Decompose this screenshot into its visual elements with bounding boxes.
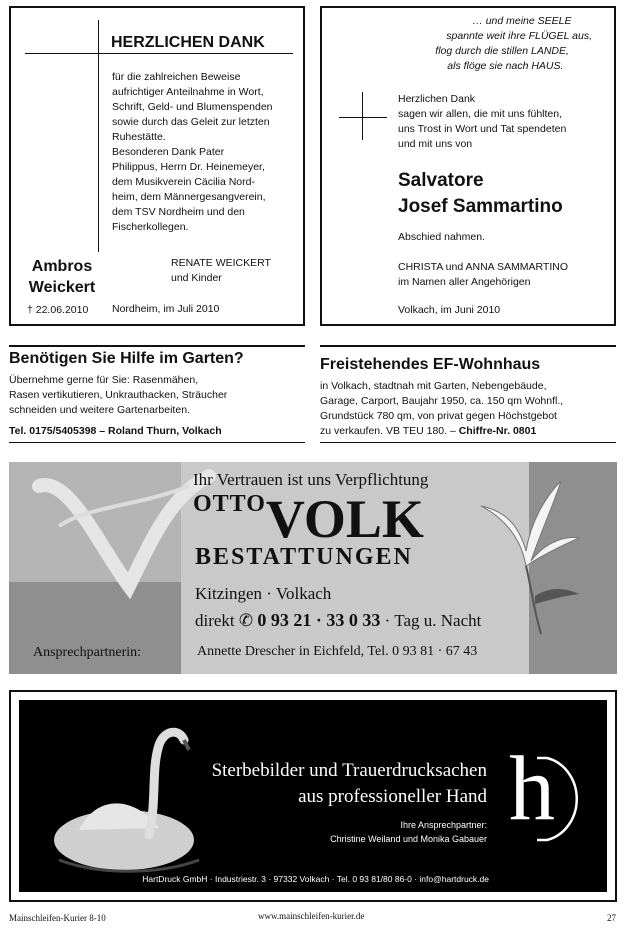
farewell: Abschied nahmen.	[398, 231, 485, 243]
obituary-body: für die zahlreichen Beweise aufrichtiger Anteilnahme in Wort, Schrift, Geld- und Blumenspenden sowie durch das Geleit zur letzten Ruhestätte. Besonderen Dank Pater Philippus, Herrn Dr. Heinemeyer, dem Musikverein Cäcilia Nord- heim, dem Männergesangverein, dem TSV Nordheim und den Fischerkollegen.	[112, 71, 273, 233]
poem: … und meine SEELE spannte weit ihre FLÜGEL aus, flog durch die stillen LANDE, als flöge sie nach HAUS.	[435, 15, 592, 72]
chiffre-code: Chiffre-Nr. 0801	[458, 425, 537, 437]
ad-phone: 0 93 21 · 33 0 33	[257, 610, 381, 630]
ad-locations: Kitzingen · Volkach	[195, 584, 332, 603]
ad-headline: Sterbebilder und Trauerdrucksachen aus professioneller Hand	[211, 760, 487, 807]
footer-publication: Mainschleifen-Kurier 8-10	[9, 913, 106, 923]
classified-garden	[9, 350, 305, 439]
brand-name	[193, 489, 424, 549]
cross-icon-horizontal	[339, 117, 387, 118]
lily-flower-icon	[471, 476, 581, 636]
brand-sub: BESTATTUNGEN	[195, 544, 413, 570]
brand-small: OTTO	[193, 491, 266, 517]
ornament-v-logo	[19, 466, 219, 606]
ad-black-panel	[19, 700, 607, 892]
classified-bottom-rule	[9, 442, 305, 443]
cross-icon	[98, 20, 99, 252]
classified-bottom-rule	[320, 442, 616, 443]
cross-icon-vertical	[362, 92, 363, 140]
ad-footer: HartDruck GmbH · Industriestr. 3 · 97332 Volkach · Tel. 0 93 81/80 86-0 · info@hartdruck.de	[142, 874, 489, 884]
classified-body: Übernehme gerne für Sie: Rasenmähen, Rasen vertikutieren, Unkrauthacken, Sträucher schneiden und weitere Gartenarbeiten.	[9, 374, 228, 416]
ad-phone-line: direkt ✆ 0 93 21 · 33 0 33 · Tag u. Nacht	[195, 610, 482, 630]
place-date: Nordheim, im Juli 2010	[112, 303, 220, 315]
footer-website: www.mainschleifen-kurier.de	[258, 911, 365, 921]
classified-contact: Tel. 0175/5405398 – Roland Thurn, Volkach	[9, 425, 222, 437]
ad-slogan: Ihr Vertrauen ist uns Verpflichtung	[193, 470, 429, 489]
obituary-weickert	[9, 6, 305, 326]
hartdruck-logo	[507, 737, 585, 844]
cross-bar	[25, 53, 293, 54]
thanks-text: Herzlichen Dank sagen wir allen, die mit uns fühlten, uns Trost in Wort und Tat spendeten und mit uns von	[398, 93, 567, 150]
death-date: † 22.06.2010	[27, 304, 89, 316]
classified-title: Benötigen Sie Hilfe im Garten?	[9, 350, 244, 367]
classified-house	[320, 356, 616, 439]
page-number: 27	[607, 913, 616, 923]
obituary-title: HERZLICHEN DANK	[111, 34, 265, 51]
ad-partners: Ihre Ansprechpartner: Christine Weiland und Monika Gabauer	[330, 820, 487, 844]
obituary-sammartino	[320, 6, 616, 326]
deceased-name: Salvatore Josef Sammartino	[398, 170, 563, 217]
logo-letter: h	[509, 737, 555, 839]
classified-body: in Volkach, stadtnah mit Garten, Nebengebäude, Garage, Carport, Baujahr 1950, ca. 150 qm Wohnfl., Grundstück 780 qm, von privat gegen Höchstgebot zu verkaufen. VB TEU 180. – Chiffre-Nr. 0801	[320, 380, 564, 437]
signers: RENATE WEICKERT und Kinder	[171, 257, 271, 284]
classified-top-rule	[9, 345, 305, 347]
ad-otto-volk	[9, 462, 617, 674]
ad-contact-label: Ansprechpartnerin:	[33, 645, 142, 660]
classified-title: Freistehendes EF-Wohnhaus	[320, 356, 541, 373]
place-date: Volkach, im Juni 2010	[398, 304, 501, 316]
classified-top-rule	[320, 345, 616, 347]
signers: CHRISTA und ANNA SAMMARTINO im Namen aller Angehörigen	[398, 261, 568, 288]
ad-hartdruck	[9, 690, 617, 902]
swan-icon	[39, 710, 209, 890]
ad-contact: Annette Drescher in Eichfeld, Tel. 0 93 81 · 67 43	[197, 644, 478, 659]
deceased-name: Ambros Weickert	[28, 258, 96, 296]
brand-big: VOLK	[265, 489, 424, 549]
